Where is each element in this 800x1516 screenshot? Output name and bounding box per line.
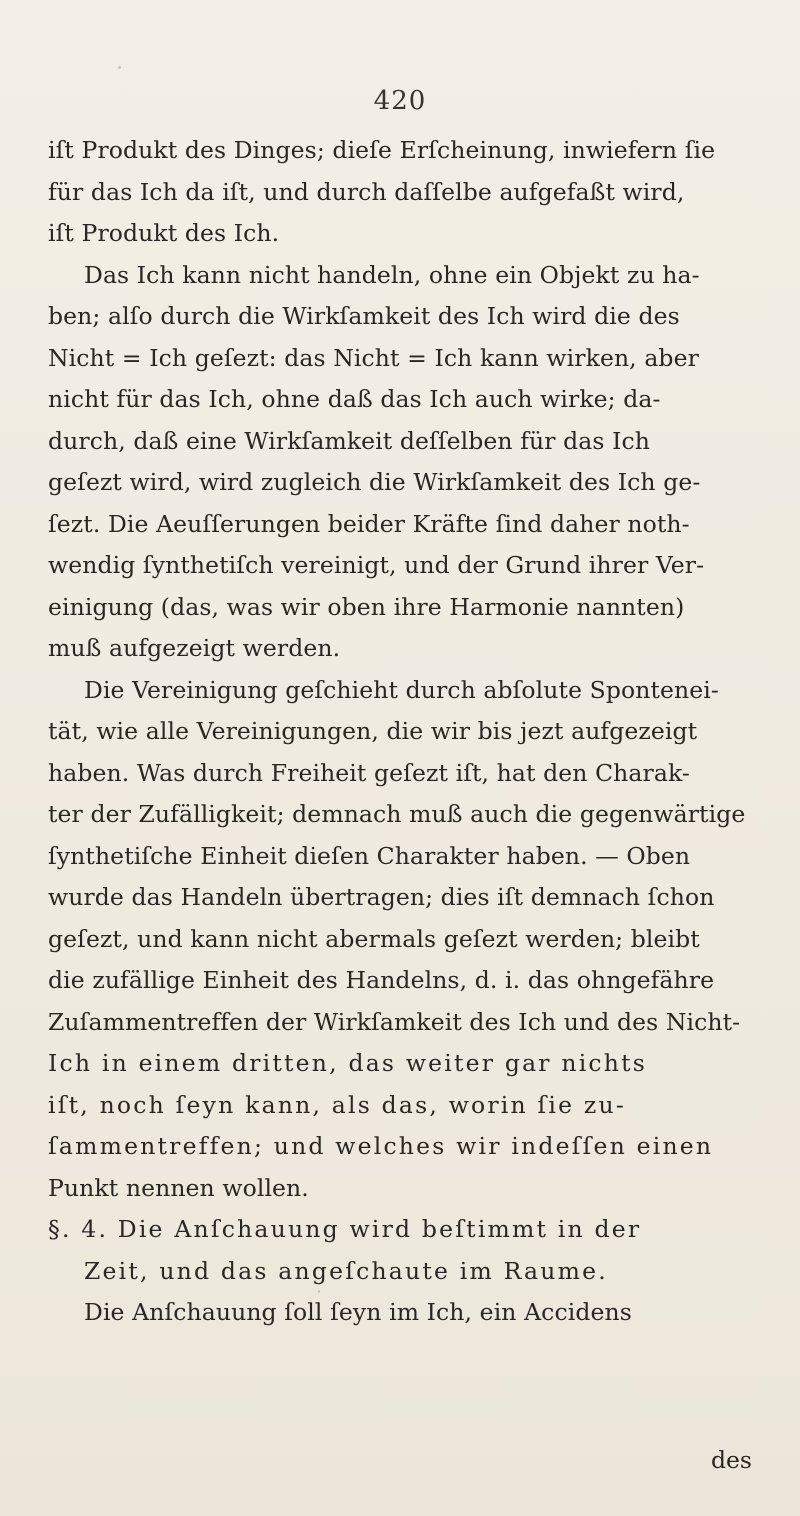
section-heading: Zeit, und das angeſchaute im Raume. (84, 1256, 608, 1285)
text-line: ſynthetiſche Einheit dieſen Charakter haben. — Oben (48, 841, 691, 870)
text-line: ſezt. Die Aeuſſerungen beider Kräfte ſind daher noth- (48, 509, 690, 538)
text-line: iſt, noch ſeyn kann, als das, worin ſie zu- (48, 1090, 626, 1119)
paper-speck (118, 66, 121, 69)
text-line: ſammentreffen; und welches wir indeſſen einen (48, 1132, 714, 1160)
text-line: die zufällige Einheit des Handelns, d. i. das ohngefähre (48, 966, 715, 994)
page-number: 420 (373, 86, 427, 116)
body-text (48, 130, 768, 1334)
text-line: Zuſammentreffen der Wirkſamkeit des Ich und des Nicht- (48, 1007, 741, 1036)
text-line: ter der Zufälligkeit; demnach muß auch die gegenwärtige (48, 800, 746, 828)
text-line: Nicht = Ich geſezt: das Nicht = Ich kann wirken, aber (48, 343, 699, 372)
text-line: Die Anſchauung ſoll ſeyn im Ich, ein Accidens (84, 1298, 632, 1326)
catchword: des (710, 1446, 752, 1474)
text-line: iſt Produkt des Dinges; dieſe Erſcheinung, inwiefern ſie (48, 136, 716, 164)
text-line: geſezt, und kann nicht abermals geſezt werden; bleibt (48, 924, 700, 953)
text-line: durch, daß eine Wirkſamkeit deſſelben für das Ich (48, 426, 651, 455)
text-line: geſezt wird, wird zugleich die Wirkſamkeit des Ich ge- (48, 468, 701, 496)
text-line: tät, wie alle Vereinigungen, die wir bis jezt aufgezeigt (48, 717, 698, 745)
paper-speck (318, 1290, 320, 1293)
text-line: iſt Produkt des Ich. (48, 219, 280, 247)
text-line: haben. Was durch Freiheit geſezt iſt, hat den Charak- (48, 758, 690, 787)
text-line: nicht für das Ich, ohne daß das Ich auch wirke; da- (48, 385, 661, 413)
text-line: wurde das Handeln übertragen; dies iſt demnach ſchon (48, 883, 715, 911)
paper-speck (642, 402, 644, 404)
text-line: wendig ſynthetiſch vereinigt, und der Grund ihrer Ver- (48, 551, 705, 579)
text-line: für das Ich da iſt, und durch daſſelbe aufgefaßt wird, (48, 177, 685, 206)
section-heading: §. 4. Die Anſchauung wird beſtimmt in der (48, 1215, 642, 1243)
text-line: Das Ich kann nicht handeln, ohne ein Objekt zu ha- (84, 260, 700, 289)
text-line: ben; alſo durch die Wirkſamkeit des Ich wird die des (48, 302, 680, 330)
text-line: Die Vereinigung geſchieht durch abſolute Spontenei- (84, 675, 719, 704)
text-line: Ich in einem dritten, das weiter gar nichts (48, 1049, 648, 1077)
text-line: Punkt nennen wollen. (48, 1173, 309, 1202)
text-line: muß aufgezeigt werden. (48, 634, 341, 662)
text-line: einigung (das, was wir oben ihre Harmonie nannten) (48, 592, 685, 621)
